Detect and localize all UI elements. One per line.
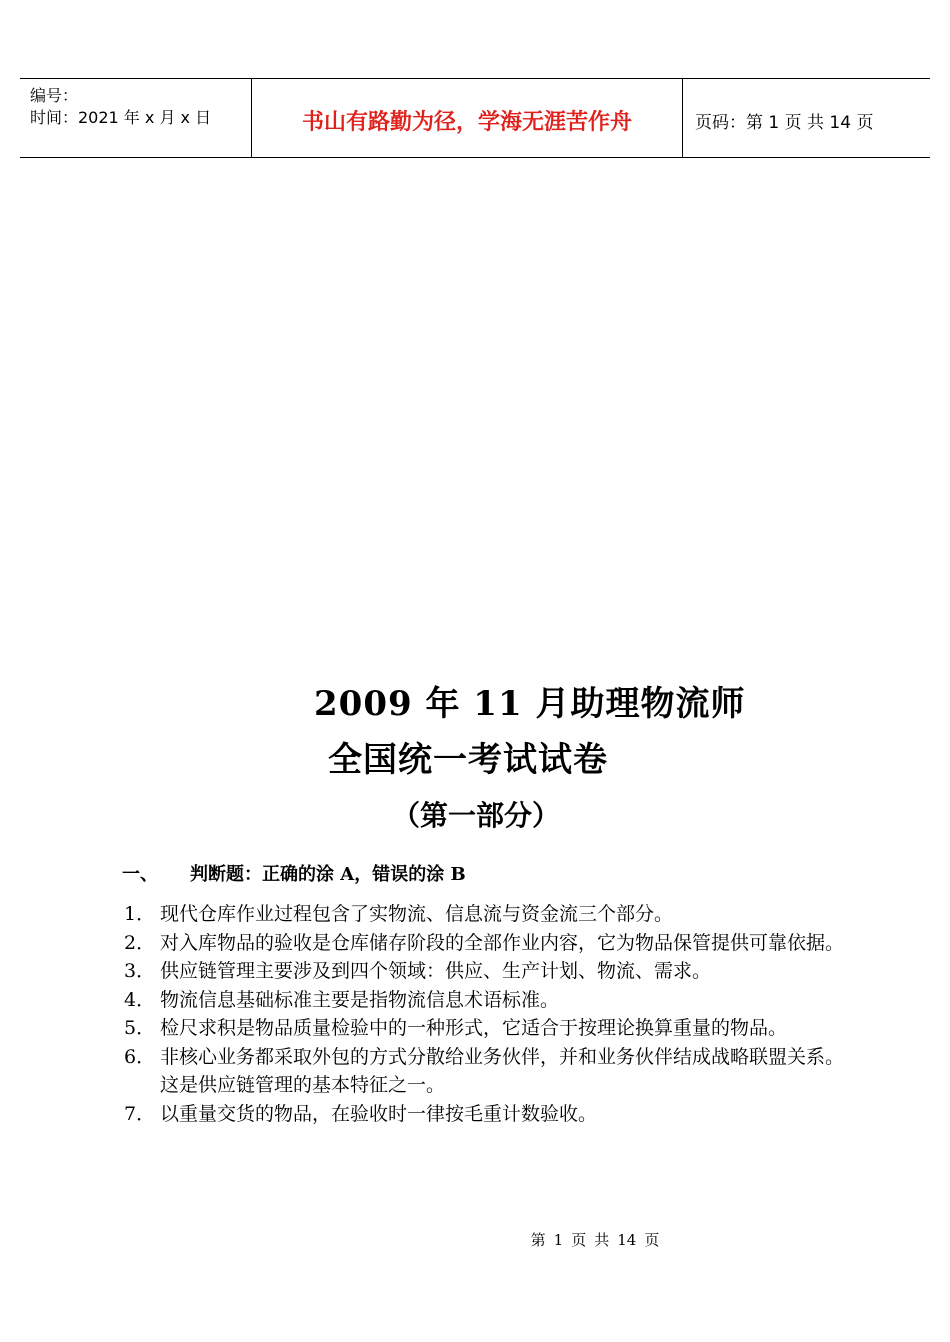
section-text: 判断题：正确的涂 A，错误的涂 B	[190, 864, 466, 885]
question-text: 物流信息基础标准主要是指物流信息术语标准。	[160, 988, 560, 1011]
question-text: 供应链管理主要涉及到四个领域：供应、生产计划、物流、需求。	[160, 960, 712, 982]
question-item	[124, 1014, 844, 1043]
question-text: 现代仓库作业过程包含了实物流、信息流与资金流三个部分。	[160, 903, 674, 925]
question-item	[124, 1043, 844, 1100]
exam-title: 2009 年 11 月助理物流师	[314, 684, 746, 724]
footer-di: 第	[530, 1231, 546, 1249]
question-number: 5．	[124, 1017, 156, 1039]
question-number: 3．	[124, 960, 156, 982]
question-text: 对入库物品的验收是仓库储存阶段的全部作业内容，它为物品保管提供可靠依据。	[160, 931, 845, 954]
section-heading	[122, 860, 466, 886]
document-header	[20, 78, 930, 158]
question-item	[124, 986, 844, 1015]
question-number: 1．	[124, 903, 156, 925]
footer-ye: 页	[571, 1231, 587, 1249]
question-number: 6．	[124, 1045, 156, 1068]
question-text: 检尺求积是物品质量检验中的一种形式，它适合于按理论换算重量的物品。	[160, 1017, 788, 1039]
header-page-cell	[683, 79, 930, 157]
header-page-info: 页码：第 1 页 共 14 页	[695, 113, 874, 133]
question-text: 以重量交货的物品，在验收时一律按毛重计数验收。	[160, 1102, 598, 1125]
question-item	[124, 929, 844, 958]
section-number: 一、	[122, 864, 158, 885]
number-label: 编号：	[30, 86, 79, 105]
footer-ye2: 页	[644, 1231, 660, 1249]
question-item	[124, 957, 844, 986]
question-number: 4．	[124, 988, 156, 1011]
question-text: 非核心业务都采取外包的方式分散给业务伙伴，并和业务伙伴结成战略联盟关系。这是供应链管理的基本特征之一。	[160, 1045, 845, 1096]
exam-subtitle: 全国统一考试试卷	[328, 740, 608, 780]
header-info-cell	[20, 79, 252, 157]
exam-part: （第一部分）	[392, 799, 561, 832]
footer-total-pages: 14	[617, 1231, 637, 1249]
question-number: 7．	[124, 1102, 156, 1125]
page-footer	[0, 1229, 950, 1250]
question-item	[124, 900, 844, 929]
footer-page-number: 1	[553, 1231, 564, 1249]
question-number: 2．	[124, 931, 156, 954]
question-list	[124, 900, 844, 1128]
time-label: 时间：2021 年 x 月 x 日	[30, 108, 212, 127]
question-item	[124, 1100, 844, 1129]
header-motto-cell	[252, 79, 683, 157]
footer-gong: 共	[594, 1231, 610, 1249]
motto: 书山有路勤为径，学海无涯苦作舟	[301, 110, 632, 135]
